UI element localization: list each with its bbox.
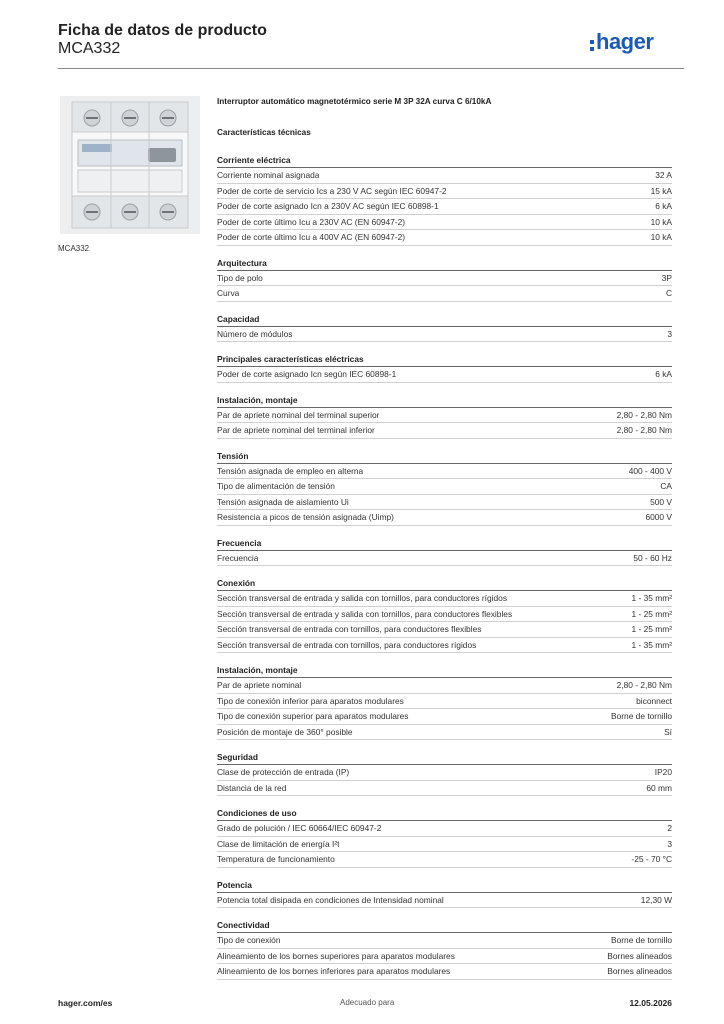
spec-row (217, 821, 672, 837)
spec-section (217, 663, 672, 740)
header-divider (58, 68, 684, 69)
characteristics-title: Características técnicas (217, 128, 311, 137)
spec-value: 10 kA (650, 216, 672, 227)
spec-label: Sección transversal de entrada con tornillos, para conductores flexibles (217, 624, 482, 634)
spec-section (217, 536, 672, 567)
spec-section (217, 312, 672, 343)
spec-label: Tipo de polo (217, 272, 263, 283)
spec-label: Curva (217, 288, 240, 298)
spec-label: Potencia total disipada en condiciones de Intensidad nominal (217, 894, 444, 905)
footer-note: Adecuado para (340, 998, 395, 1007)
section-title: Potencia (217, 878, 672, 893)
spec-label: Clase de protección de entrada (IP) (217, 767, 350, 777)
spec-label: Sección transversal de entrada y salida con tornillos, para conductores flexibles (217, 608, 513, 619)
product-code: MCA332 (58, 40, 121, 57)
spec-value: C (665, 288, 672, 298)
section-title: Seguridad (217, 750, 672, 765)
spec-row (217, 184, 672, 200)
footer-website: hager.com/es (58, 998, 113, 1008)
section-title: Capacidad (217, 312, 672, 327)
spec-row (217, 964, 672, 980)
spec-label: Temperatura de funcionamiento (217, 854, 335, 864)
spec-value: 1 - 35 mm² (631, 639, 672, 650)
spec-row (217, 479, 672, 495)
spec-label: Número de módulos (217, 328, 293, 339)
spec-row (217, 725, 672, 741)
spec-label: Frecuencia (217, 552, 259, 563)
spec-value: 500 V (650, 496, 672, 507)
spec-row (217, 678, 672, 694)
spec-value: 2,80 - 2,80 Nm (616, 409, 672, 420)
spec-value: 1 - 25 mm² (631, 624, 672, 634)
spec-row (217, 949, 672, 965)
section-title: Tensión (217, 449, 672, 464)
spec-row (217, 510, 672, 526)
spec-label: Tensión asignada de aislamiento Ui (217, 496, 349, 507)
spec-content (217, 95, 672, 980)
spec-label: Distancia de la red (217, 782, 287, 793)
section-title: Corriente eléctrica (217, 153, 672, 168)
section-title: Frecuencia (217, 536, 672, 551)
spec-value: Borne de tornillo (611, 711, 672, 721)
spec-section (217, 449, 672, 526)
spec-value: 3 (667, 838, 672, 849)
spec-row (217, 464, 672, 480)
spec-value: 12,30 W (640, 894, 672, 905)
spec-value: 60 mm (646, 782, 672, 793)
spec-value: 1 - 35 mm² (631, 593, 672, 603)
image-caption: MCA332 (58, 244, 90, 253)
spec-section (217, 750, 672, 796)
logo-dots-icon (590, 40, 594, 51)
spec-label: Tipo de conexión (217, 935, 281, 945)
spec-row (217, 215, 672, 231)
spec-label: Clase de limitación de energía I²t (217, 838, 340, 849)
spec-row (217, 367, 672, 383)
section-title: Conectividad (217, 918, 672, 933)
spec-row (217, 591, 672, 607)
spec-label: Poder de corte último Icu a 230V AC (EN 60947-2) (217, 216, 406, 227)
product-image (60, 96, 200, 234)
spec-label: Poder de corte asignado Icn según IEC 60898-1 (217, 369, 397, 379)
spec-value: 6 kA (655, 369, 672, 379)
spec-label: Posición de montaje de 360° posible (217, 726, 353, 737)
section-title: Conexión (217, 576, 672, 591)
spec-value: Bornes alineados (607, 950, 672, 961)
spec-label: Tipo de conexión inferior para aparatos modulares (217, 695, 404, 706)
spec-row (217, 327, 672, 343)
spec-value: 3P (661, 272, 672, 283)
spec-section (217, 576, 672, 653)
spec-row (217, 781, 672, 797)
section-title: Principales características eléctricas (217, 352, 672, 367)
product-name: Interruptor automático magnetotérmico serie M 3P 32A curva C 6/10kA (217, 97, 492, 106)
spec-value: 10 kA (650, 232, 672, 242)
spec-label: Poder de corte último Icu a 400V AC (EN 60947-2) (217, 232, 406, 242)
spec-row (217, 199, 672, 215)
spec-label: Par de apriete nominal del terminal inferior (217, 425, 375, 435)
spec-row (217, 638, 672, 654)
spec-section (217, 918, 672, 980)
spec-row (217, 551, 672, 567)
spec-section (217, 878, 672, 909)
spec-value: biconnect (636, 695, 672, 706)
spec-label: Resistencia a picos de tensión asignada (Uimp) (217, 512, 394, 522)
logo-text: hager (596, 29, 654, 54)
spec-value: 32 A (655, 170, 672, 180)
spec-row (217, 408, 672, 424)
spec-value: 400 - 400 V (628, 465, 672, 476)
spec-row (217, 837, 672, 853)
section-title: Instalación, montaje (217, 663, 672, 678)
spec-label: Sección transversal de entrada con tornillos, para conductores rígidos (217, 639, 477, 650)
spec-section (217, 153, 672, 246)
spec-value: -25 - 70 °C (631, 854, 672, 864)
spec-label: Alineamiento de los bornes superiores para aparatos modulares (217, 950, 455, 961)
spec-section (217, 393, 672, 439)
spec-row (217, 852, 672, 868)
spec-value: Sí (664, 726, 672, 737)
spec-label: Poder de corte de servicio Ics a 230 V AC según IEC 60947-2 (217, 185, 447, 196)
spec-value: IP20 (654, 767, 672, 777)
section-title: Condiciones de uso (217, 806, 672, 821)
spec-row (217, 286, 672, 302)
spec-label: Tipo de conexión superior para aparatos modulares (217, 711, 409, 721)
spec-row (217, 230, 672, 246)
spec-row (217, 423, 672, 439)
spec-label: Tensión asignada de empleo en alterna (217, 465, 364, 476)
spec-section (217, 256, 672, 302)
hager-logo (590, 26, 653, 58)
spec-label: Tipo de alimentación de tensión (217, 481, 335, 491)
spec-label: Grado de polución / IEC 60664/IEC 60947-2 (217, 823, 382, 833)
section-title: Instalación, montaje (217, 393, 672, 408)
spec-label: Poder de corte asignado Icn a 230V AC según IEC 60898-1 (217, 201, 439, 211)
spec-value: 2,80 - 2,80 Nm (616, 680, 672, 690)
spec-row (217, 765, 672, 781)
spec-label: Alineamiento de los bornes inferiores para aparatos modulares (217, 966, 451, 976)
spec-row (217, 495, 672, 511)
spec-value: Bornes alineados (607, 966, 672, 976)
spec-row (217, 893, 672, 909)
spec-value: CA (660, 481, 672, 491)
spec-row (217, 168, 672, 184)
page-title: Ficha de datos de producto (58, 22, 267, 39)
footer-date: 12.05.2026 (629, 998, 672, 1008)
spec-label: Par de apriete nominal del terminal superior (217, 409, 380, 420)
spec-row (217, 694, 672, 710)
spec-value: 6000 V (645, 512, 672, 522)
spec-section (217, 806, 672, 868)
spec-value: 1 - 25 mm² (631, 608, 672, 619)
spec-row (217, 607, 672, 623)
spec-value: 15 kA (650, 185, 672, 196)
spec-row (217, 709, 672, 725)
spec-value: 3 (667, 328, 672, 339)
spec-value: 6 kA (655, 201, 672, 211)
spec-row (217, 271, 672, 287)
spec-row (217, 622, 672, 638)
spec-value: Borne de tornillo (611, 935, 672, 945)
spec-label: Sección transversal de entrada y salida con tornillos, para conductores rígidos (217, 593, 508, 603)
circuit-breaker-icon (60, 96, 200, 234)
section-title: Arquitectura (217, 256, 672, 271)
spec-sections (217, 153, 672, 980)
spec-section (217, 352, 672, 383)
spec-row (217, 933, 672, 949)
spec-value: 50 - 60 Hz (633, 552, 672, 563)
spec-label: Par de apriete nominal (217, 680, 302, 690)
spec-value: 2,80 - 2,80 Nm (616, 425, 672, 435)
spec-label: Corriente nominal asignada (217, 170, 320, 180)
spec-value: 2 (667, 823, 672, 833)
